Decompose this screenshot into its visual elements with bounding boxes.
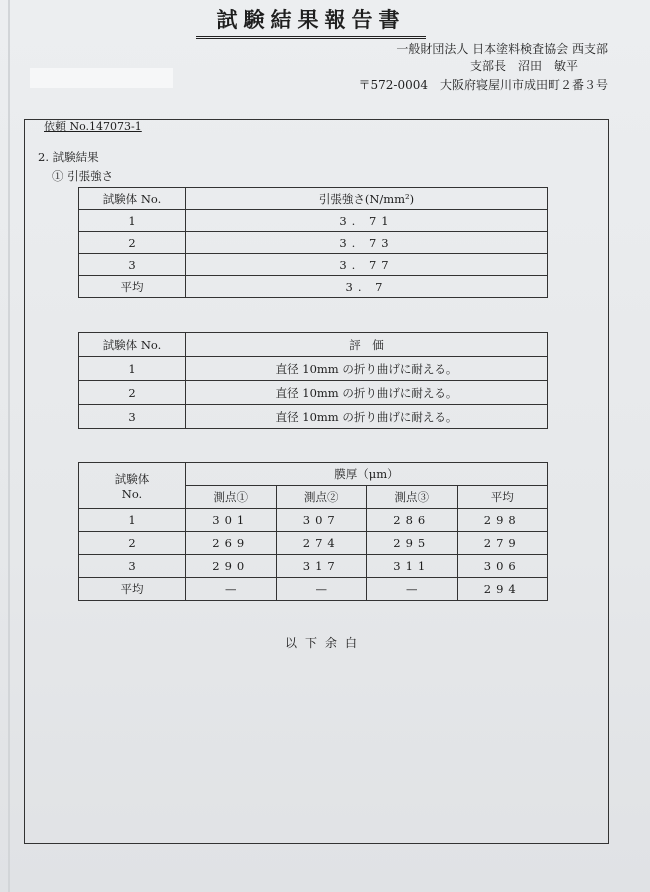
column-header: 引張強さ(N/mm²) xyxy=(186,188,548,210)
specimen-id: 1 xyxy=(79,509,186,532)
table-row xyxy=(79,532,548,555)
tensile-value: 3. 77 xyxy=(186,254,548,276)
specimen-id: 3 xyxy=(79,555,186,578)
thickness-value: 274 xyxy=(276,532,367,555)
page-edge xyxy=(8,0,10,892)
table-row xyxy=(79,555,548,578)
table-row xyxy=(79,254,548,276)
evaluation-value: 直径 10mm の折り曲げに耐える。 xyxy=(186,357,548,381)
table-header-row xyxy=(79,463,548,486)
column-header: 試験体 No. xyxy=(79,333,186,357)
specimen-id: 1 xyxy=(79,357,186,381)
thickness-value: 269 xyxy=(186,532,277,555)
table-row xyxy=(79,232,548,254)
thickness-value: 295 xyxy=(367,532,458,555)
specimen-id: 1 xyxy=(79,210,186,232)
tensile-value: 3. 71 xyxy=(186,210,548,232)
table-row xyxy=(79,357,548,381)
specimen-id: 2 xyxy=(79,381,186,405)
specimen-id: 平均 xyxy=(79,276,186,298)
column-header xyxy=(79,463,186,509)
thickness-value: 311 xyxy=(367,555,458,578)
film-thickness-table xyxy=(78,462,548,601)
thickness-value: — xyxy=(276,578,367,601)
subsection-heading: ① 引張強さ xyxy=(52,169,114,183)
table-header-row xyxy=(79,188,548,210)
specimen-id: 3 xyxy=(79,254,186,276)
evaluation-value: 直径 10mm の折り曲げに耐える。 xyxy=(186,381,548,405)
specimen-id: 2 xyxy=(79,532,186,555)
closing-remark: 以下余白 xyxy=(284,636,365,650)
table-row xyxy=(79,509,548,532)
specimen-id: 2 xyxy=(79,232,186,254)
thickness-average: 294 xyxy=(457,578,548,601)
issuer-representative: 支部長 沼田 敏平 xyxy=(469,59,578,73)
specimen-id: 3 xyxy=(79,405,186,429)
group-header: 膜厚（μm） xyxy=(186,463,548,486)
request-number: 依頼 No.147073-1 xyxy=(44,120,142,133)
table-row xyxy=(79,405,548,429)
table-row xyxy=(79,276,548,298)
column-header: 測点③ xyxy=(367,486,458,509)
thickness-value: 286 xyxy=(367,509,458,532)
thickness-value: 307 xyxy=(276,509,367,532)
thickness-value: 290 xyxy=(186,555,277,578)
column-header: 試験体 No. xyxy=(79,188,186,210)
header-line: No. xyxy=(121,486,143,501)
specimen-id: 平均 xyxy=(79,578,186,601)
column-header: 平均 xyxy=(457,486,548,509)
thickness-average: 279 xyxy=(457,532,548,555)
thickness-value: — xyxy=(367,578,458,601)
evaluation-table xyxy=(78,332,548,429)
thickness-value: 301 xyxy=(186,509,277,532)
issuer-organization: 一般財団法人 日本塗料検査協会 西支部 xyxy=(396,42,608,56)
tensile-value: 3. 73 xyxy=(186,232,548,254)
evaluation-value: 直径 10mm の折り曲げに耐える。 xyxy=(186,405,548,429)
thickness-average: 298 xyxy=(457,509,548,532)
table-row xyxy=(79,381,548,405)
report-title: 試験結果報告書 xyxy=(196,6,426,39)
table-row xyxy=(79,578,548,601)
thickness-average: 306 xyxy=(457,555,548,578)
issuer-address: 〒572-0004 大阪府寝屋川市成田町２番３号 xyxy=(358,78,608,92)
table-header-row xyxy=(79,333,548,357)
section-heading: 2. 試験結果 xyxy=(38,150,99,164)
tensile-strength-table xyxy=(78,187,548,298)
column-header: 測点① xyxy=(186,486,277,509)
thickness-value: 317 xyxy=(276,555,367,578)
table-row xyxy=(79,210,548,232)
header-line: 試験体 xyxy=(114,471,150,486)
column-header: 評 価 xyxy=(186,333,548,357)
redacted-area xyxy=(30,68,173,88)
column-header: 測点② xyxy=(276,486,367,509)
thickness-value: — xyxy=(186,578,277,601)
tensile-value: 3. 7 xyxy=(186,276,548,298)
